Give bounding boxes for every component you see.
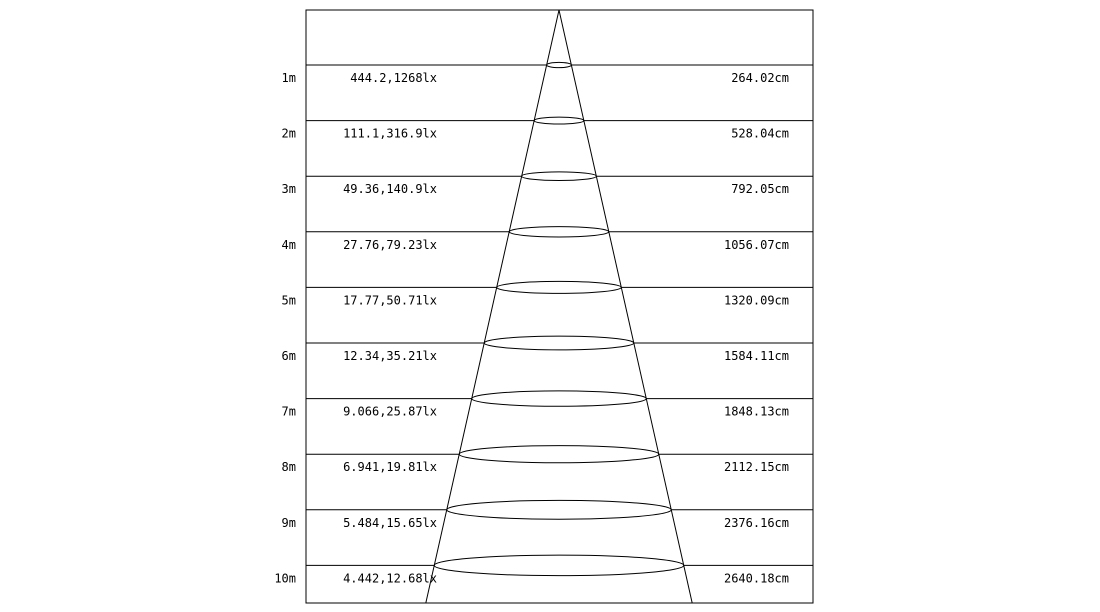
- illuminance-label: 12.34,35.21lx: [343, 349, 437, 363]
- distance-label: 9m: [281, 515, 296, 530]
- illuminance-label: 6.941,19.81lx: [343, 460, 437, 475]
- light-cone: [426, 10, 692, 603]
- distance-label: 10m: [274, 571, 296, 586]
- beam-ellipse: [522, 172, 597, 181]
- beam-ellipse: [509, 227, 609, 237]
- beam-ellipses: [434, 62, 683, 575]
- row-labels: [274, 71, 789, 585]
- diameter-label: 2112.15cm: [723, 460, 789, 475]
- cone-right-edge: [559, 10, 692, 603]
- diameter-label: 2640.18cm: [723, 571, 789, 586]
- diameter-label: 1848.13cm: [723, 404, 789, 419]
- beam-ellipse: [484, 336, 634, 350]
- distance-label: 1m: [281, 71, 296, 85]
- distance-label: 4m: [281, 237, 296, 252]
- diameter-label: 1584.11cm: [723, 349, 789, 363]
- illuminance-label: 49.36,140.9lx: [343, 182, 437, 197]
- beam-ellipse: [447, 500, 672, 519]
- illuminance-label: 27.76,79.23lx: [343, 237, 437, 252]
- distance-label: 6m: [281, 349, 296, 363]
- beam-ellipse: [472, 391, 647, 406]
- beam-ellipse: [459, 446, 659, 463]
- illuminance-label: 444.2,1268lx: [350, 71, 437, 85]
- illuminance-label: 9.066,25.87lx: [343, 404, 437, 419]
- diameter-label: 264.02cm: [731, 71, 789, 85]
- diameter-label: 2376.16cm: [723, 515, 789, 530]
- diameter-label: 792.05cm: [731, 182, 789, 197]
- distance-label: 5m: [281, 293, 296, 308]
- distance-label: 8m: [281, 460, 296, 475]
- distance-label: 2m: [281, 126, 296, 141]
- beam-ellipse: [497, 281, 622, 293]
- illuminance-label: 17.77,50.71lx: [343, 293, 437, 308]
- diameter-label: 528.04cm: [731, 126, 789, 141]
- distance-label: 3m: [281, 182, 296, 197]
- beam-ellipse: [547, 62, 572, 67]
- cone-left-edge: [426, 10, 559, 603]
- beam-ellipse: [434, 555, 683, 576]
- illuminance-label: 4.442,12.68lx: [343, 571, 437, 586]
- illuminance-label: 111.1,316.9lx: [343, 126, 437, 141]
- beam-ellipse: [534, 117, 584, 124]
- diameter-label: 1320.09cm: [723, 293, 789, 308]
- distance-label: 7m: [281, 404, 296, 419]
- illuminance-label: 5.484,15.65lx: [343, 515, 437, 530]
- diameter-label: 1056.07cm: [723, 237, 789, 252]
